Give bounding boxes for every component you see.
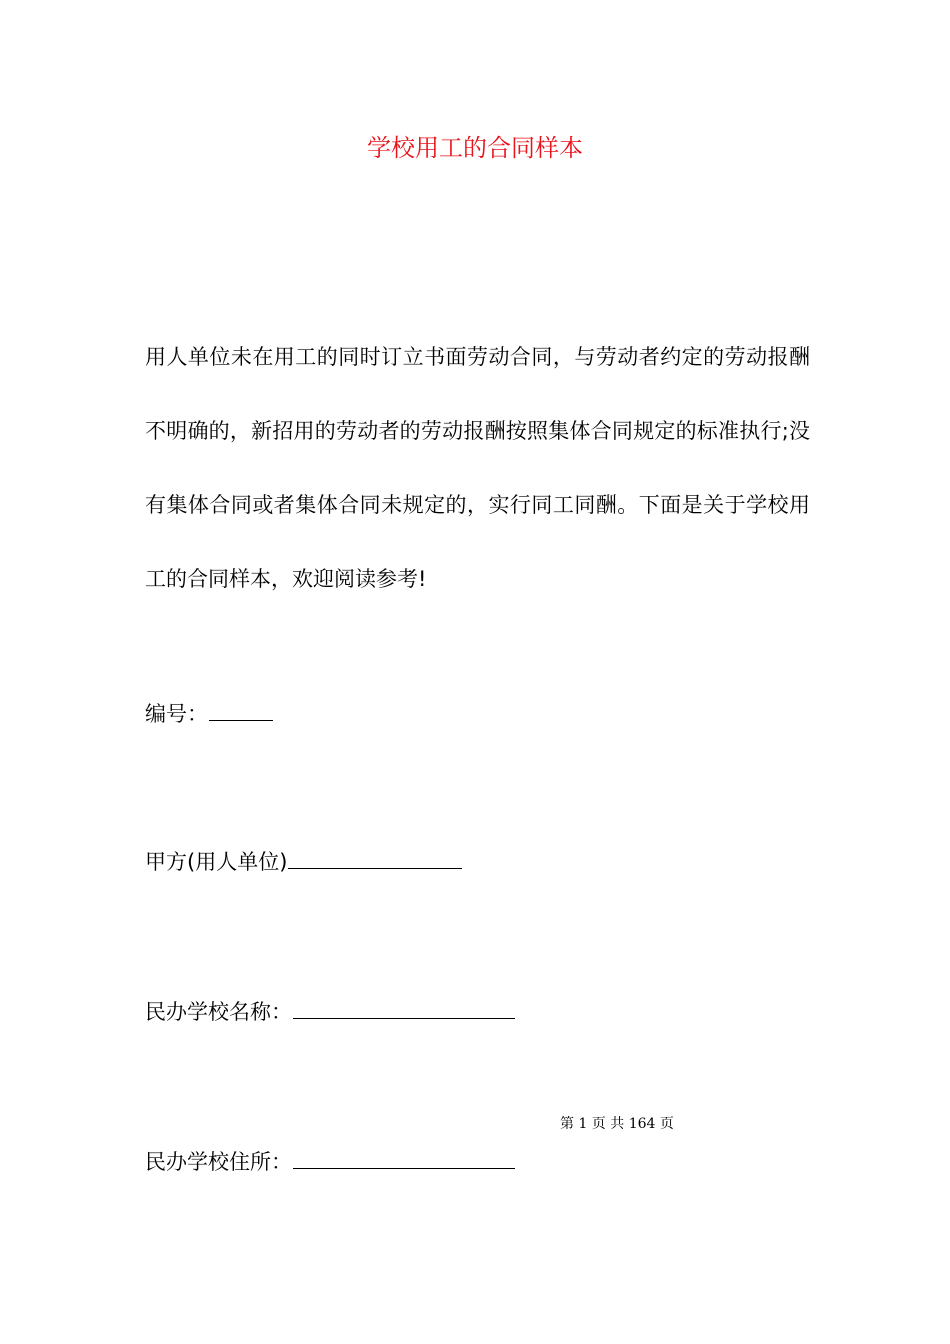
page-footer: 第 1 页 共 164 页 [560, 1116, 674, 1132]
party-a-blank-line [288, 846, 462, 869]
school-address-blank-line [293, 1146, 515, 1169]
school-name-label: 民办学校名称： [145, 1000, 292, 1024]
intro-paragraph: 用人单位未在用工的同时订立书面劳动合同，与劳动者约定的劳动报酬不明确的，新招用的劳动者的劳动报酬按照集体合同规定的标准执行;没有集体合同或者集体合同未规定的，实行同工同酬。下面是关于学校用工的合同样本，欢迎阅读参考! [145, 345, 810, 591]
number-field [145, 698, 273, 730]
school-name-field [145, 996, 515, 1028]
number-label: 编号： [145, 702, 208, 726]
school-name-blank-line [293, 996, 515, 1019]
school-address-label: 民办学校住所： [145, 1150, 292, 1174]
party-a-label: 甲方(用人单位) [145, 850, 288, 874]
number-blank-line [209, 698, 273, 721]
school-address-field [145, 1146, 515, 1178]
document-title: 学校用工的合同样本 [367, 134, 583, 162]
party-a-field [145, 846, 462, 878]
